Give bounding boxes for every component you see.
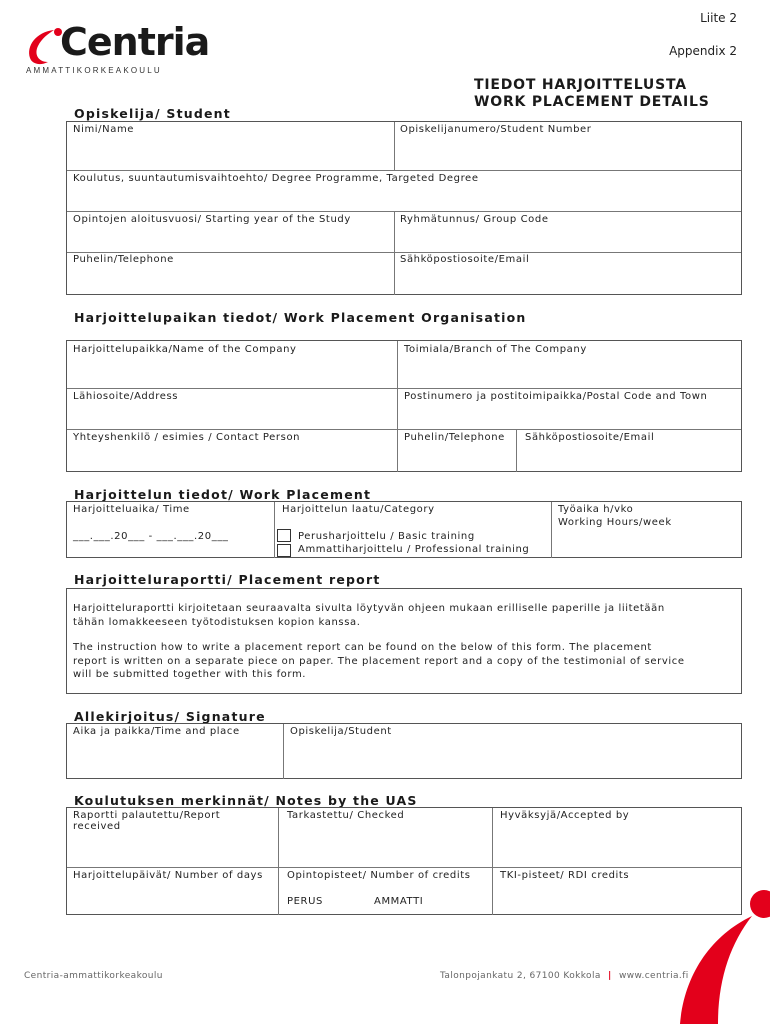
report-box [66,588,742,694]
category-label: Harjoittelun laatu/Category [282,504,435,515]
footer-address: Talonpojankatu 2, 67100 Kokkola [440,971,601,981]
placement-heading: Harjoittelun tiedot/ Work Placement [74,487,372,502]
title-finnish: TIEDOT HARJOITTELUSTA [474,77,687,93]
degree-field[interactable]: Koulutus, suuntautumisvaihtoehto/ Degree Programme, Targeted Degree [73,173,479,184]
student-signature-field[interactable]: Opiskelija/Student [290,726,392,737]
student-table [66,121,742,295]
working-hours-label-fi: Työaika h/vko [558,504,634,515]
document-title [474,77,710,111]
footer-separator: | [608,971,612,981]
student-heading: Opiskelija/ Student [74,106,231,121]
report-instruction-en: The instruction how to write a placement report can be found on the below of this form. The placement report is written on a separate piece on paper. The placement report and a copy of the testimonial of service will be submitted together with this form. [73,642,685,680]
footer-organisation: Centria-ammattikorkeakoulu [24,971,163,981]
centria-logo [24,20,210,78]
report-received-field[interactable]: Raportti palautettu/Report received [73,810,221,832]
name-field[interactable]: Nimi/Name [73,124,135,135]
student-number-field[interactable]: Opiskelijanumero/Student Number [400,124,592,135]
notes-table [66,807,742,915]
checked-field[interactable]: Tarkastettu/ Checked [287,810,405,821]
group-code-field[interactable]: Ryhmätunnus/ Group Code [400,214,549,225]
notes-heading: Koulutuksen merkinnät/ Notes by the UAS [74,793,418,808]
placement-time-label: Harjoitteluaika/ Time [73,504,190,515]
organisation-table [66,340,742,472]
signature-heading: Allekirjoitus/ Signature [74,709,266,724]
postal-code-field[interactable]: Postinumero ja postitoimipaikka/Postal Code and Town [404,391,708,402]
number-of-credits-field[interactable]: Opintopisteet/ Number of credits [287,870,471,881]
basic-training-checkbox[interactable] [277,529,291,542]
footer-contact [440,971,689,981]
perus-label: PERUS [287,896,323,907]
student-email-field[interactable]: Sähköpostiosoite/Email [400,254,530,265]
centria-decoration-icon [660,880,770,1024]
professional-training-label: Ammattiharjoittelu / Professional training [298,544,530,555]
placement-dates-field[interactable]: ___.___.20___ - ___.___.20___ [73,531,229,542]
company-name-field[interactable]: Harjoittelupaikka/Name of the Company [73,344,297,355]
logo-subtitle: AMMATTIKORKEAKOULU [26,66,162,75]
company-branch-field[interactable]: Toimiala/Branch of The Company [404,344,587,355]
report-instruction-fi: Harjoitteluraportti kirjoitetaan seuraavalta sivulta löytyvän ohjeen mukaan erilliselle paperille ja liitetään tähän lomakkeeseen työtodistuksen kopion kanssa. [73,603,665,628]
signature-table [66,723,742,779]
footer-website-link[interactable]: www.centria.fi [618,971,689,981]
org-telephone-field[interactable]: Puhelin/Telephone [404,432,505,443]
start-year-field[interactable]: Opintojen aloitusvuosi/ Starting year of the Study [73,214,351,225]
title-english: WORK PLACEMENT DETAILS [474,94,710,110]
number-of-days-field[interactable]: Harjoittelupäivät/ Number of days [73,870,263,881]
report-heading: Harjoitteluraportti/ Placement report [74,572,381,587]
appendix-label: Appendix 2 [669,44,737,58]
time-place-field[interactable]: Aika ja paikka/Time and place [73,726,240,737]
contact-person-field[interactable]: Yhteyshenkilö / esimies / Contact Person [73,432,301,443]
basic-training-label: Perusharjoittelu / Basic training [298,531,475,542]
address-field[interactable]: Lähiosoite/Address [73,391,179,402]
placement-table [66,501,742,558]
accepted-by-field[interactable]: Hyväksyjä/Accepted by [500,810,630,821]
org-email-field[interactable]: Sähköpostiosoite/Email [525,432,655,443]
professional-training-checkbox[interactable] [277,544,291,557]
student-telephone-field[interactable]: Puhelin/Telephone [73,254,174,265]
liite-label: Liite 2 [700,11,737,25]
rdi-credits-field[interactable]: TKI-pisteet/ RDI credits [500,870,630,881]
logo-wordmark: Centria [60,20,210,64]
working-hours-label-en[interactable]: Working Hours/week [558,517,672,528]
ammatti-label: AMMATTI [374,896,424,907]
organisation-heading: Harjoittelupaikan tiedot/ Work Placement Organisation [74,310,527,325]
